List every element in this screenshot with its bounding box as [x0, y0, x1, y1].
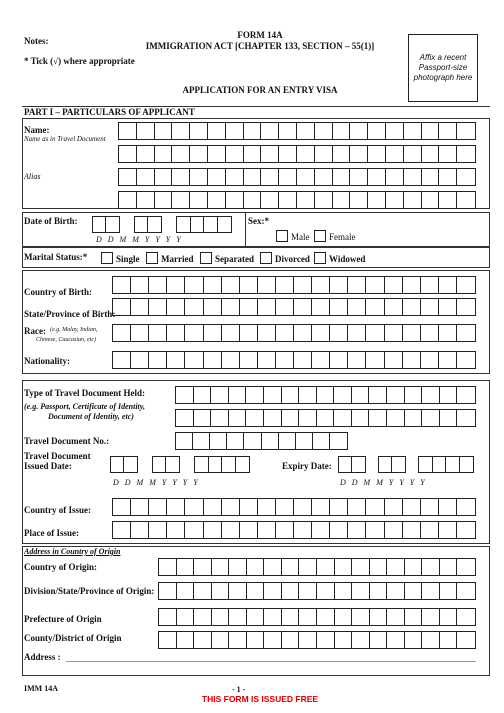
dob-day[interactable] — [92, 216, 120, 233]
form-title: APPLICATION FOR AN ENTRY VISA — [182, 85, 338, 95]
origin-heading: Address in Country of Origin — [24, 547, 121, 556]
state-birth-row[interactable] — [112, 298, 476, 316]
divorced-checkbox[interactable] — [260, 252, 272, 264]
place-issue-label: Place of Issue: — [24, 528, 79, 538]
doc-no-label: Travel Document No.: — [24, 436, 110, 446]
name-label: Name: — [24, 125, 50, 135]
alias-label: Alias — [24, 172, 41, 181]
marital-divorced[interactable]: Divorced — [260, 252, 310, 264]
marital-widowed[interactable]: Widowed — [314, 252, 365, 264]
photo-note: Affix a recent Passport-size photograph here — [413, 53, 473, 82]
marital-separated[interactable]: Separated — [200, 252, 254, 264]
travel-type-hint-1: (e.g. Passport, Certificate of Identity, — [24, 402, 146, 411]
issued-date-format: D D M M Y Y Y Y — [113, 478, 200, 487]
travel-type-row-1[interactable] — [175, 386, 476, 404]
address-line[interactable] — [66, 661, 476, 662]
travel-type-hint-2: Document of Identity, etc) — [48, 412, 134, 421]
origin-prefecture-row[interactable] — [158, 608, 476, 626]
race-row[interactable] — [112, 324, 476, 342]
race-label: Race: — [24, 326, 46, 336]
name-sublabel: Name as in Travel Document — [24, 135, 106, 143]
expiry-day[interactable] — [338, 456, 366, 473]
marital-married[interactable]: Married — [146, 252, 193, 264]
form-number: FORM 14A — [237, 30, 283, 40]
origin-county-row[interactable] — [158, 631, 476, 649]
issued-day[interactable] — [110, 456, 138, 473]
dob-month[interactable] — [134, 216, 162, 233]
marital-single[interactable]: Single — [101, 252, 140, 264]
issued-year[interactable] — [194, 456, 250, 473]
dob-format: D D M M Y Y Y Y — [96, 235, 183, 244]
single-checkbox[interactable] — [101, 252, 113, 264]
country-issue-label: Country of Issue: — [24, 505, 92, 515]
sex-option-male[interactable]: Male — [276, 230, 310, 242]
form-code: IMM 14A — [24, 684, 58, 693]
act-reference: IMMIGRATION ACT [CHAPTER 133, SECTION – 55(1)] — [145, 41, 375, 51]
widowed-checkbox[interactable] — [314, 252, 326, 264]
female-checkbox[interactable] — [314, 230, 326, 242]
alias-row-1[interactable] — [118, 168, 476, 186]
address-label: Address : — [24, 652, 61, 662]
name-row-2[interactable] — [118, 145, 476, 163]
separated-checkbox[interactable] — [200, 252, 212, 264]
photo-box[interactable] — [408, 34, 478, 102]
state-birth-label: State/Province of Birth: — [24, 309, 116, 319]
name-row-1[interactable] — [118, 122, 476, 140]
tick-note: * Tick (√) where appropriate — [24, 56, 135, 66]
dob-year[interactable] — [176, 216, 232, 233]
origin-division-row[interactable] — [158, 582, 476, 600]
dob-label: Date of Birth: — [24, 216, 78, 226]
sex-option-female[interactable]: Female — [314, 230, 356, 242]
issued-label-2: Issued Date: — [24, 461, 72, 471]
expiry-year[interactable] — [418, 456, 474, 473]
place-issue-row[interactable] — [112, 521, 476, 539]
origin-prefecture-label: Prefecture of Origin — [24, 614, 102, 624]
doc-no-row[interactable] — [175, 432, 348, 450]
male-checkbox[interactable] — [276, 230, 288, 242]
origin-division-label: Division/State/Province of Origin: — [24, 586, 155, 596]
issued-label-1: Travel Document — [24, 451, 91, 461]
notes-label: Notes: — [24, 36, 49, 46]
marital-label: Marital Status:* — [24, 252, 88, 262]
country-birth-label: Country of Birth: — [24, 287, 92, 297]
marital-section — [22, 247, 490, 268]
race-hint-1: (e.g. Malay, Indian, — [50, 327, 98, 333]
issued-free-note: THIS FORM IS ISSUED FREE — [201, 694, 319, 704]
origin-country-row[interactable] — [158, 558, 476, 576]
nationality-label: Nationality: — [24, 356, 70, 366]
alias-row-2[interactable] — [118, 191, 476, 209]
page-number: - 1 - — [232, 685, 246, 694]
sex-label: Sex:* — [248, 216, 269, 226]
expiry-month[interactable] — [378, 456, 406, 473]
origin-county-label: County/District of Origin — [24, 633, 122, 643]
expiry-label: Expiry Date: — [282, 461, 332, 471]
country-birth-row-1[interactable] — [112, 276, 476, 294]
travel-type-label: Type of Travel Document Held: — [24, 388, 145, 398]
part1-heading: PART I – PARTICULARS OF APPLICANT — [24, 107, 195, 117]
married-checkbox[interactable] — [146, 252, 158, 264]
nationality-row[interactable] — [112, 351, 476, 369]
origin-country-label: Country of Origin: — [24, 562, 97, 572]
country-issue-row[interactable] — [112, 498, 476, 516]
issued-month[interactable] — [152, 456, 180, 473]
travel-type-row-2[interactable] — [175, 409, 476, 427]
expiry-date-format: D D M M Y Y Y Y — [340, 478, 427, 487]
race-hint-2: Chinese, Caucasian, etc) — [36, 337, 96, 343]
